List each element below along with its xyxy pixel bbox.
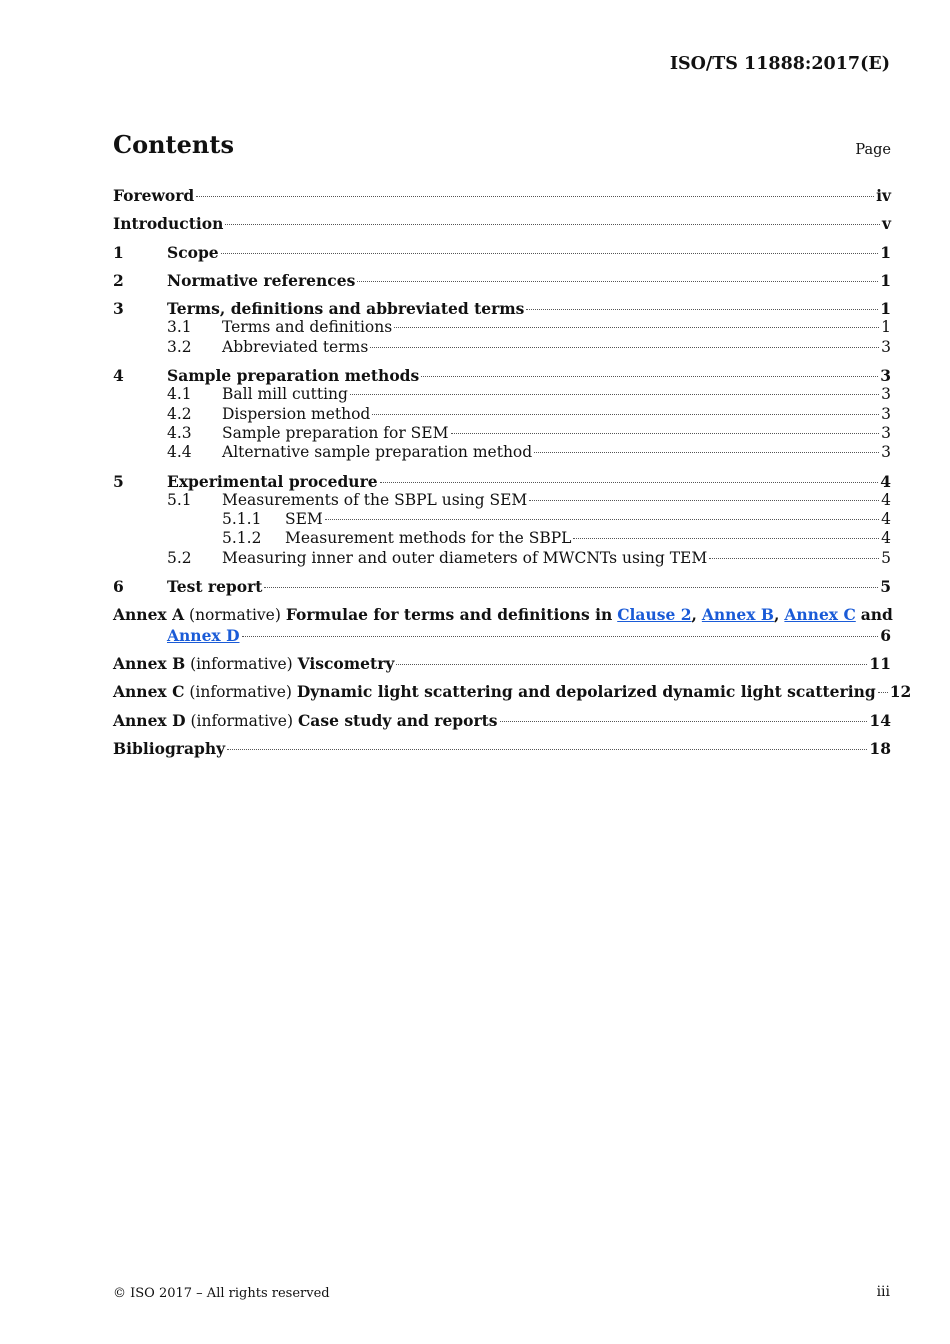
toc-number: 5: [113, 471, 124, 491]
toc-page: 14: [869, 710, 891, 730]
toc-number: 4.3: [167, 423, 192, 442]
page-column-label: Page: [855, 142, 891, 158]
toc-label: Abbreviated terms: [222, 337, 369, 356]
toc-number: 4.2: [167, 404, 192, 423]
dot-leader: [451, 433, 880, 434]
toc-label: Sample preparation methods: [167, 366, 420, 386]
toc-label: Terms, definitions and abbreviated terms: [167, 299, 525, 319]
dot-leader: [221, 253, 879, 254]
annex-type: (normative): [189, 606, 281, 625]
toc-label: Measurements of the SBPL using SEM: [222, 490, 528, 509]
toc-page: 3: [881, 337, 891, 356]
toc-entry-alternative-prep[interactable]: [113, 443, 891, 462]
annex-title: Viscometry: [297, 653, 395, 673]
annex-title: Case study and reports: [297, 710, 498, 730]
toc-label: Bibliography: [113, 738, 226, 758]
toc-label: Dispersion method: [222, 404, 371, 423]
toc-label: Alternative sample preparation method: [222, 443, 533, 462]
annex-name: Annex D: [113, 710, 186, 730]
toc-label: Scope: [167, 242, 219, 262]
toc-number: 6: [113, 577, 124, 597]
dot-leader: [350, 394, 879, 395]
toc-label: Test report: [167, 577, 263, 597]
toc-page: iv: [876, 186, 891, 205]
toc-entry-abbreviated-terms[interactable]: [113, 338, 891, 357]
toc-page: 6: [880, 625, 891, 645]
toc-entry-annex-b[interactable]: [113, 654, 891, 673]
toc-page: 1: [880, 270, 891, 290]
toc-page: 1: [881, 318, 891, 337]
annex-type: (informative): [190, 654, 293, 673]
toc-label: Terms and definitions: [222, 318, 393, 337]
annex-name: Annex B: [113, 653, 186, 673]
toc-entry-bibliography[interactable]: [113, 739, 891, 758]
toc-entry-sbpl-sem[interactable]: [113, 491, 891, 510]
toc-label: Foreword: [113, 186, 195, 205]
link-annex-c[interactable]: Annex C: [784, 605, 856, 625]
toc-entry-sample-prep-sem[interactable]: [113, 424, 891, 443]
toc-entry-sem[interactable]: [113, 510, 891, 529]
dot-leader: [225, 224, 880, 225]
toc-number: 5.1: [167, 490, 192, 509]
document-id: ISO/TS 11888:2017(E): [669, 54, 890, 74]
annex-type: (informative): [190, 711, 294, 730]
toc-page: 4: [881, 510, 891, 529]
copyright-notice: © ISO 2017 – All rights reserved: [113, 1286, 330, 1301]
dot-leader: [325, 519, 879, 520]
toc-page: 4: [881, 529, 891, 548]
annex-title: Formulae for terms and definitions in: [285, 605, 613, 625]
toc-page: 18: [869, 738, 891, 758]
annex-title-and: and: [860, 605, 893, 625]
toc-number: 4: [113, 366, 124, 386]
toc-entry-annex-c[interactable]: [113, 682, 912, 702]
separator: ,: [774, 605, 780, 625]
dot-leader: [370, 347, 879, 348]
toc-entry-annex-a[interactable]: [113, 605, 891, 645]
dot-leader: [242, 636, 879, 637]
toc-entry-mwcnt-diameters[interactable]: [113, 549, 891, 568]
toc-page: v: [881, 214, 891, 234]
toc-entry-normative-references[interactable]: [113, 271, 891, 290]
toc-number: 5.1.1: [222, 510, 262, 529]
annex-title: Dynamic light scattering and depolarized dynamic light scattering: [296, 682, 876, 702]
toc-entry-ball-mill[interactable]: [113, 385, 891, 404]
toc-page: 1: [880, 299, 891, 319]
dot-leader: [227, 749, 867, 750]
toc-page: 3: [881, 385, 891, 404]
toc-label: Introduction: [113, 214, 224, 234]
dot-leader: [372, 414, 879, 415]
toc-number: 2: [113, 270, 124, 290]
toc-entry-scope[interactable]: [113, 243, 891, 262]
toc-entry-introduction[interactable]: [113, 214, 891, 233]
toc-entry-experimental-procedure[interactable]: [113, 472, 891, 491]
toc-page: 3: [880, 366, 891, 386]
dot-leader: [380, 482, 879, 483]
link-annex-d[interactable]: Annex D: [167, 625, 240, 645]
table-of-contents: [113, 186, 912, 758]
annex-name: Annex A: [113, 605, 185, 625]
toc-entry-test-report[interactable]: [113, 577, 891, 596]
dot-leader: [357, 281, 878, 282]
toc-number: 3: [113, 299, 124, 319]
dot-leader: [573, 538, 879, 539]
toc-number: 5.2: [167, 548, 192, 567]
toc-label: Normative references: [167, 270, 356, 290]
link-clause-2[interactable]: Clause 2: [617, 605, 692, 625]
toc-entry-terms[interactable]: [113, 299, 891, 318]
toc-label: Sample preparation for SEM: [222, 423, 449, 442]
annex-name: Annex C: [113, 682, 185, 702]
toc-page: 3: [881, 423, 891, 442]
link-annex-b[interactable]: Annex B: [701, 605, 775, 625]
toc-page: 12: [889, 682, 912, 702]
dot-leader: [500, 721, 868, 722]
toc-entry-foreword[interactable]: [113, 186, 891, 205]
toc-page: 5: [881, 548, 891, 567]
page-title: Contents: [113, 130, 234, 159]
toc-entry-terms-definitions[interactable]: [113, 318, 891, 337]
annex-type: (informative): [189, 683, 292, 702]
toc-number: 1: [113, 242, 124, 262]
toc-page: 5: [880, 577, 891, 597]
toc-entry-sample-preparation[interactable]: [113, 366, 891, 385]
toc-label: Measurement methods for the SBPL: [285, 529, 572, 548]
page-number: iii: [876, 1284, 890, 1300]
toc-entry-dispersion[interactable]: [113, 405, 891, 424]
toc-page: 11: [869, 653, 891, 673]
dot-leader: [709, 558, 879, 559]
toc-page: 4: [881, 490, 891, 509]
dot-leader: [264, 587, 878, 588]
toc-label: SEM: [285, 510, 323, 529]
toc-entry-annex-d[interactable]: [113, 711, 891, 730]
dot-leader: [534, 452, 879, 453]
toc-entry-sbpl-methods[interactable]: [113, 529, 891, 548]
dot-leader: [196, 196, 874, 197]
toc-number: 4.1: [167, 385, 192, 404]
toc-number: 3.1: [167, 318, 192, 337]
dot-leader: [421, 376, 878, 377]
toc-page: 3: [881, 404, 891, 423]
toc-page: 3: [881, 443, 891, 462]
dot-leader: [396, 664, 867, 665]
toc-number: 4.4: [167, 443, 192, 462]
toc-page: 1: [880, 242, 891, 262]
dot-leader: [878, 692, 888, 693]
toc-label: Measuring inner and outer diameters of MWCNTs using TEM: [222, 548, 708, 567]
dot-leader: [394, 327, 879, 328]
dot-leader: [526, 309, 878, 310]
dot-leader: [529, 500, 879, 501]
toc-number: 3.2: [167, 337, 192, 356]
separator: ,: [691, 605, 697, 625]
toc-label: Experimental procedure: [167, 471, 378, 491]
toc-number: 5.1.2: [222, 529, 262, 548]
toc-page: 4: [880, 471, 891, 491]
toc-label: Ball mill cutting: [222, 385, 348, 404]
